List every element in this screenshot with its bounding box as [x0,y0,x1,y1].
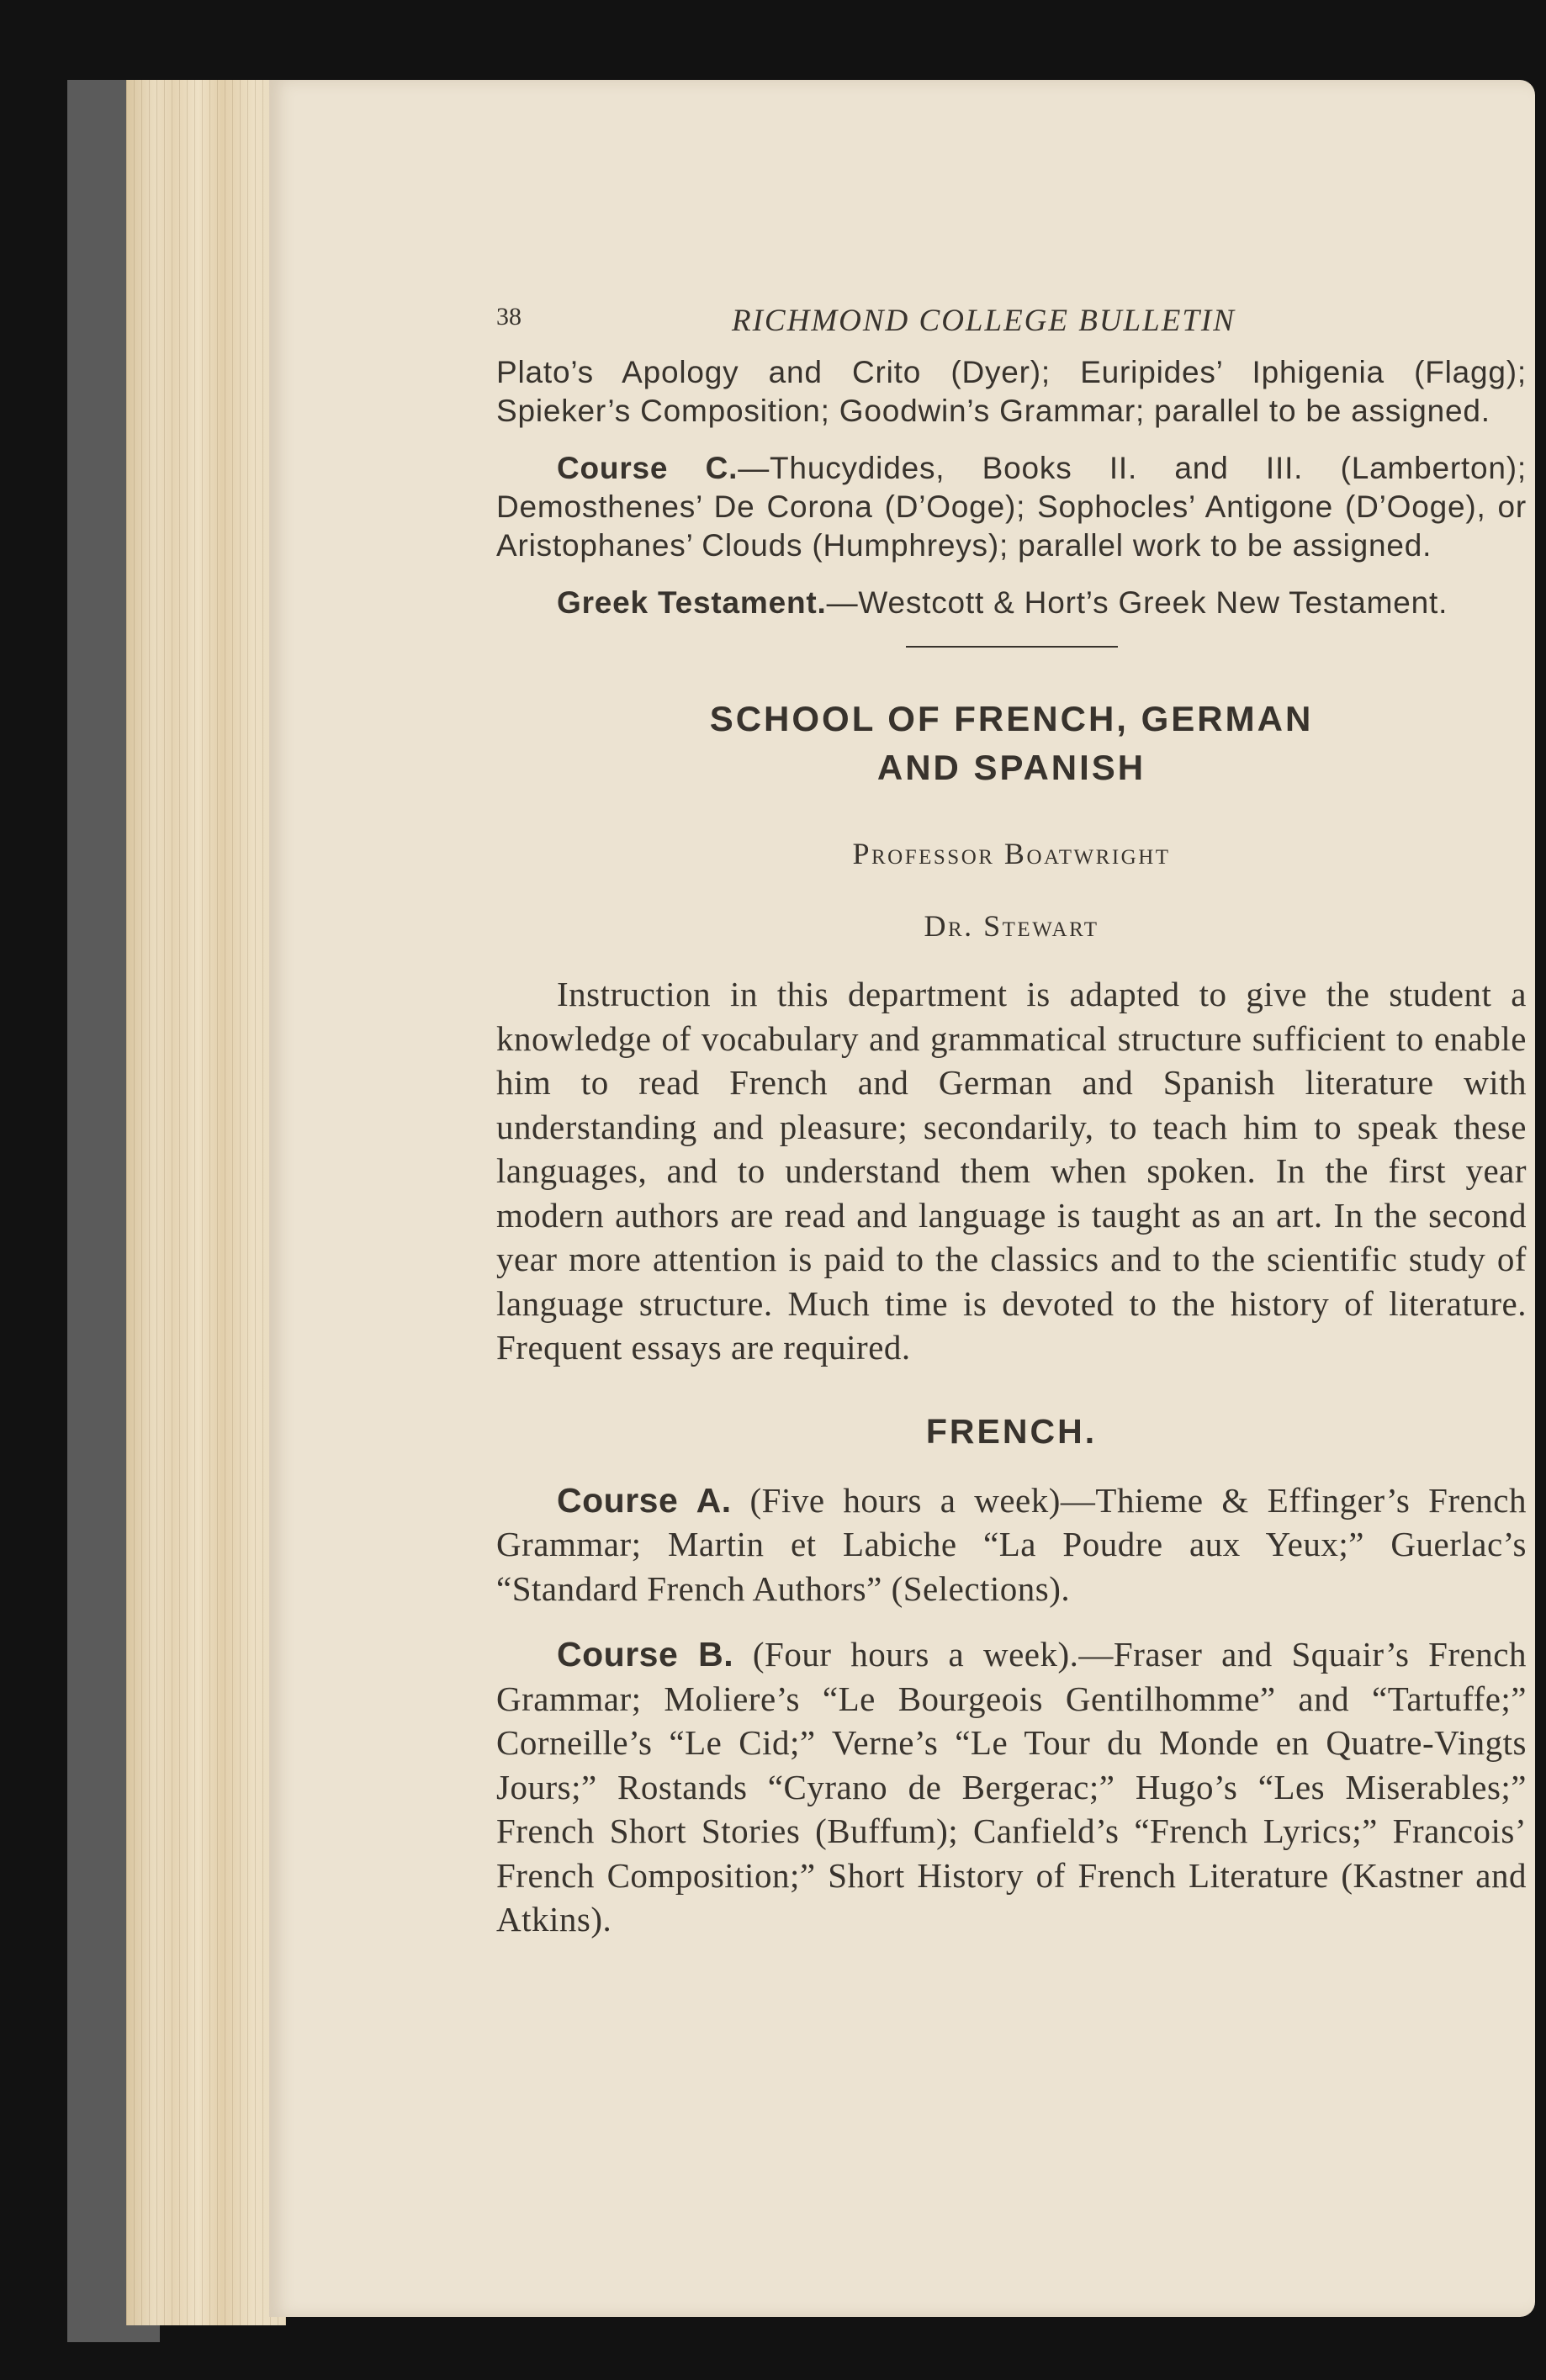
page-number: 38 [496,303,522,331]
french-course-b [496,1632,1527,1942]
doctor-name: Dr. Stewart [924,909,1099,943]
school-title-line1: SCHOOL OF FRENCH, GERMAN [709,699,1314,738]
french-course-a-text: (Five hours a week)—Thieme & Effinger’s French Grammar; Martin et Labiche “La Poudre aux Yeux;” Guerlac’s “Standard French Authors” (Selections). [496,1480,1527,1608]
french-course-a [496,1478,1527,1611]
greek-course-c [496,449,1527,565]
greek-testament [496,584,1527,622]
course-c-label: Course C. [557,451,739,485]
running-title: RICHMOND COLLEGE BULLETIN [732,304,1236,338]
section-divider [906,646,1118,648]
french-course-a-label: Course A. [557,1480,732,1520]
running-header [496,303,1527,353]
greek-continuation: Plato’s Apology and Crito (Dyer); Euripides’ Iphigenia (Flagg); Spieker’s Composition; Goodwin’s Grammar; parallel to be assigned. [496,355,1527,428]
professor-name: Professor Boatwright [852,837,1171,870]
course-c-text: —Thucydides, Books II. and III. (Lamberton); Demosthenes’ De Corona (D’Ooge); Sophocles’ Antigone (D’Ooge), or Aristophanes’ Clouds (Humphreys); parallel work to be assigned. [496,451,1527,563]
page-stack-edge [126,80,286,2325]
school-title [496,695,1527,792]
greek-testament-label: Greek Testament. [557,585,827,620]
french-course-b-text: (Four hours a week).—Fraser and Squair’s French Grammar; Moliere’s “Le Bourgeois Gentilhomme” and “Tartuffe;” Corneille’s “Le Cid;” Verne’s “Le Tour du Monde en Quatre-Vingts Jours;” Rostands “Cyrano de Bergerac;” Hugo’s “Les Miserables;” French Short Stories (Buffum); Canfield’s “French Lyrics;” Francois’ French Composition;” Short History of French Literature (Kastner and Atkins). [496,1635,1527,1938]
greek-testament-text: —Westcott & Hort’s Greek New Testament. [826,585,1448,620]
school-title-line2: AND SPANISH [876,748,1146,787]
school-intro: Instruction in this department is adapted to give the student a knowledge of vocabulary and grammatical structure sufficient to enable him to read French and German and Spanish literature with understanding and pleasure; secondarily, to teach him to speak these languages, and to understand them when spoken. In the first year modern authors are read and language is taught as an art. In the second year more attention is paid to the classics and to the scientific study of language structure. Much time is devoted to the history of literature. Frequent essays are required. [496,975,1527,1367]
french-heading: FRENCH. [925,1411,1098,1451]
french-course-b-label: Course B. [557,1635,734,1674]
page-content [496,303,1527,1964]
